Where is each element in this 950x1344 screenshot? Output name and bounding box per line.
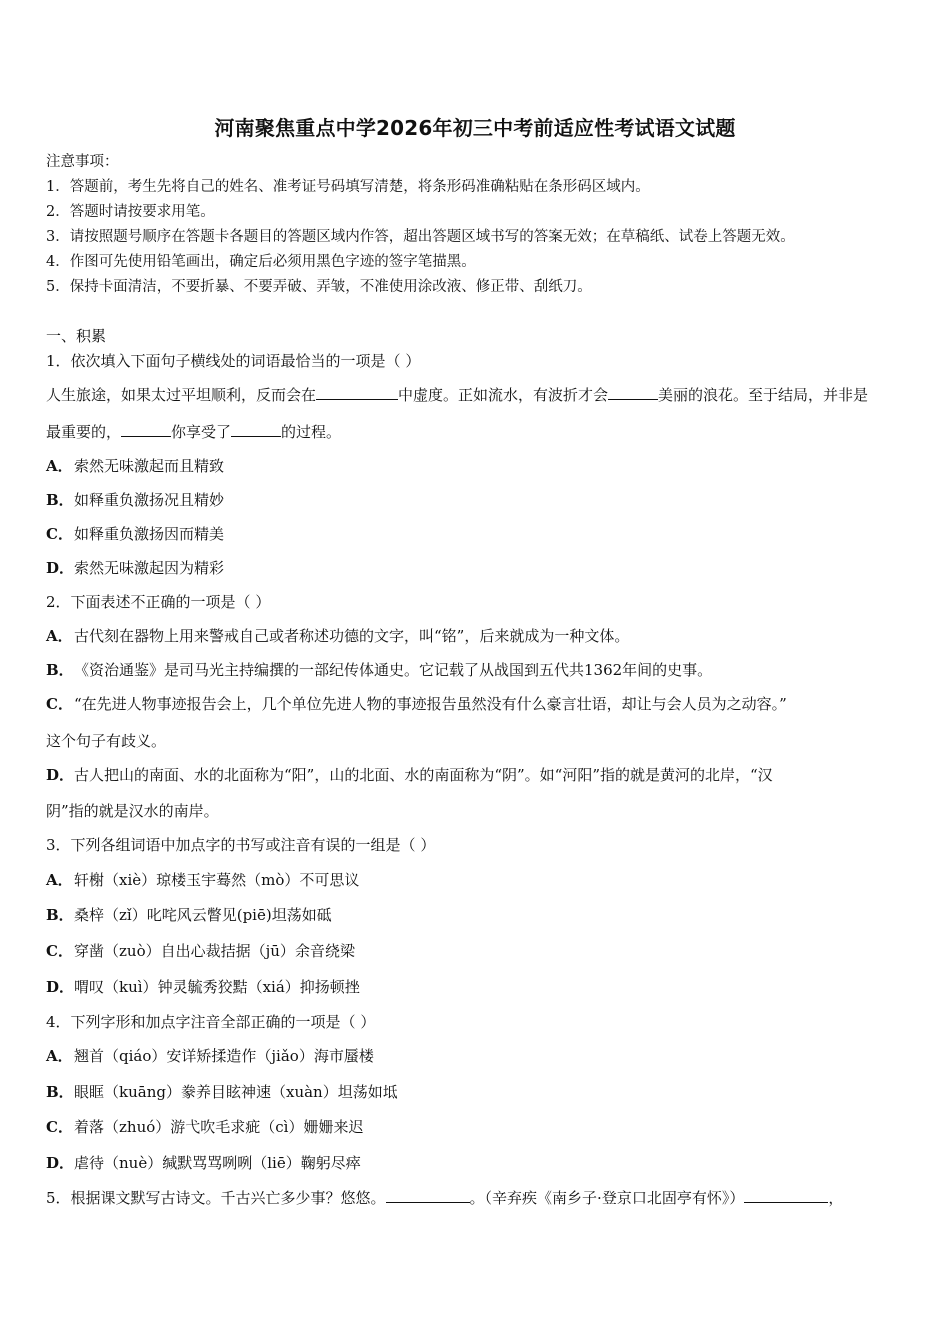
option-word: 姗姗来迟 [303, 1118, 364, 1136]
option-row[interactable] [46, 765, 773, 785]
option-word: 不可思议 [299, 871, 360, 889]
option-label: C． [46, 942, 73, 960]
option-word: 叱咤风云 [146, 906, 207, 924]
option-row[interactable] [46, 524, 224, 544]
question-text: 。（辛弃疾《南乡子·登京口北固亭有怀》） [469, 1189, 745, 1207]
question-stem: 4．下列字形和加点字注音全部正确的一项是（ ） [46, 1013, 376, 1031]
answer-blank[interactable] [744, 1188, 828, 1203]
option-word: 翘首（qiáo） [74, 1047, 167, 1065]
option-word: 激扬 [134, 491, 165, 509]
option-row[interactable] [46, 1153, 361, 1173]
note-item: 5．保持卡面清洁，不要折暴、不要弄破、弄皱，不准使用涂改液、修正带、刮纸刀。 [46, 279, 592, 295]
option-row[interactable] [46, 977, 360, 997]
option-word: 拮据（jū） [220, 942, 295, 960]
option-continuation: 阴”指的就是汉水的南岸。 [46, 802, 219, 820]
option-word: 桑梓（zǐ） [74, 906, 147, 924]
passage-text: 中虚度。正如流水，有波折才会 [398, 386, 609, 404]
option-label: B． [46, 1083, 74, 1101]
option-word: 着落（zhuó） [74, 1118, 171, 1136]
option-label: B． [46, 906, 74, 924]
option-label: C． [46, 695, 73, 713]
note-item: 4．作图可先使用铅笔画出，确定后必须用黑色字迹的签字笔描黑。 [46, 254, 476, 270]
option-text: 古人把山的南面、水的北面称为“阳”，山的北面、水的南面称为“阴”。如“河阳”指的就是黄河的北岸，“汉 [74, 766, 773, 784]
option-word: 如释重负 [74, 491, 135, 509]
option-word: 坦荡如坻 [337, 1083, 398, 1101]
passage-text: 美丽的浪花。至于结局，并非是 [658, 386, 869, 404]
option-word: 蓦然（mò） [216, 871, 300, 889]
option-row[interactable] [46, 660, 712, 680]
passage-text: 最重要的， [46, 423, 122, 441]
option-label: B． [46, 661, 74, 679]
option-word: 精美 [194, 525, 225, 543]
option-label: D． [46, 1154, 75, 1172]
option-word: 目眩神速（xuàn） [210, 1083, 338, 1101]
option-text: 《资治通鉴》是司马光主持编撰的一部纪传体通史。它记载了从战国到五代共1362年间的史事。 [74, 661, 713, 679]
option-word: 索然无味 [74, 559, 135, 577]
option-row[interactable] [46, 905, 332, 925]
note-item: 1．答题前，考生先将自己的姓名、准考证号码填写清楚，将条形码准确粘贴在条形码区域内。 [46, 179, 650, 195]
option-word: 如释重负 [74, 525, 135, 543]
option-word: 虐待（nuè） [74, 1154, 163, 1172]
option-word: 钟灵毓秀 [157, 978, 218, 996]
question-stem: 3．下列各组词语中加点字的书写或注音有误的一组是（ ） [46, 836, 436, 854]
option-row[interactable] [46, 1046, 374, 1066]
option-word: 精彩 [194, 559, 225, 577]
answer-blank[interactable] [386, 1188, 470, 1203]
option-label: A． [46, 627, 73, 645]
option-row[interactable] [46, 941, 355, 961]
question-text: ， [828, 1189, 844, 1207]
question-passage [46, 422, 341, 442]
option-word: 穿凿（zuò） [74, 942, 161, 960]
option-word: 鞠躬尽瘁 [300, 1154, 361, 1172]
option-row[interactable] [46, 694, 787, 714]
answer-blank[interactable] [608, 385, 658, 400]
option-label: A． [46, 871, 73, 889]
option-row[interactable] [46, 558, 224, 578]
question-passage [46, 385, 868, 405]
option-text: 古代刻在器物上用来警戒自己或者称述功德的文字，叫“铭”，后来就成为一种文体。 [74, 627, 630, 645]
passage-text: 你享受了 [171, 423, 232, 441]
option-word: 自出心裁 [160, 942, 221, 960]
option-word: 海市蜃楼 [313, 1047, 374, 1065]
option-word: 狡黠（xiá） [217, 978, 300, 996]
page-title: 河南聚焦重点中学2026年初三中考前适应性考试语文试题 [214, 116, 736, 140]
note-item: 2．答题时请按要求用笔。 [46, 204, 215, 220]
question-text: 5．根据课文默写古诗文。千古兴亡多少事？悠悠。 [46, 1189, 386, 1207]
option-word: 坦荡如砥 [271, 906, 332, 924]
answer-blank[interactable] [231, 422, 281, 437]
option-word: 而且 [164, 457, 195, 475]
option-word: 安详 [166, 1047, 197, 1065]
option-label: C． [46, 1118, 73, 1136]
option-label: C． [46, 525, 73, 543]
option-label: A． [46, 1047, 73, 1065]
option-word: 骂骂咧咧（liē） [192, 1154, 301, 1172]
option-word: 游弋 [170, 1118, 201, 1136]
option-word: 吹毛求疵（cì） [200, 1118, 304, 1136]
option-row[interactable] [46, 456, 224, 476]
option-word: 眼眶（kuāng） [74, 1083, 181, 1101]
question-stem: 2．下面表述不正确的一项是（ ） [46, 593, 271, 611]
option-label: D． [46, 978, 75, 996]
option-row[interactable] [46, 870, 359, 890]
option-word: 况且 [164, 491, 195, 509]
passage-text: 人生旅途，如果太过平坦顺利，反而会在 [46, 386, 317, 404]
note-item: 3．请按照题号顺序在答题卡各题目的答题区域内作答，超出答题区域书写的答案无效；在草稿纸、试卷上答题无效。 [46, 229, 795, 245]
option-label: D． [46, 559, 75, 577]
option-row[interactable] [46, 626, 629, 646]
notes-heading: 注意事项： [46, 154, 119, 170]
option-row[interactable] [46, 1117, 364, 1137]
option-continuation: 这个句子有歧义。 [46, 732, 167, 750]
passage-text: 的过程。 [281, 423, 342, 441]
question-stem: 1．依次填入下面句子横线处的词语最恰当的一项是（ ） [46, 352, 421, 370]
option-word: 因为 [164, 559, 195, 577]
option-word: 豢养 [180, 1083, 211, 1101]
option-row[interactable] [46, 490, 224, 510]
option-word: 精妙 [194, 491, 225, 509]
option-word: 索然无味 [74, 457, 135, 475]
option-label: A． [46, 457, 73, 475]
option-word: 激起 [134, 559, 165, 577]
option-word: 喟叹（kuì） [74, 978, 158, 996]
option-label: B． [46, 491, 74, 509]
option-word: 余音绕梁 [294, 942, 355, 960]
option-word: 激扬 [134, 525, 165, 543]
option-word: 激起 [134, 457, 165, 475]
option-word: 精致 [194, 457, 225, 475]
option-word: 因而 [164, 525, 195, 543]
option-text: “在先进人物事迹报告会上，几个单位先进人物的事迹报告虽然没有什么豪言壮语，却让与会人员为之动容。” [74, 695, 787, 713]
option-label: D． [46, 766, 75, 784]
option-word: 琼楼玉宇 [156, 871, 217, 889]
option-word: 抑扬顿挫 [299, 978, 360, 996]
option-word: 轩榭（xiè） [74, 871, 157, 889]
question-stem [46, 1188, 843, 1208]
option-word: 瞥见(piē) [206, 906, 272, 924]
answer-blank[interactable] [121, 422, 171, 437]
answer-blank[interactable] [316, 385, 398, 400]
option-word: 矫揉造作（jiǎo） [196, 1047, 314, 1065]
section-heading: 一、积累 [46, 327, 107, 345]
option-row[interactable] [46, 1082, 398, 1102]
option-word: 缄默 [162, 1154, 193, 1172]
